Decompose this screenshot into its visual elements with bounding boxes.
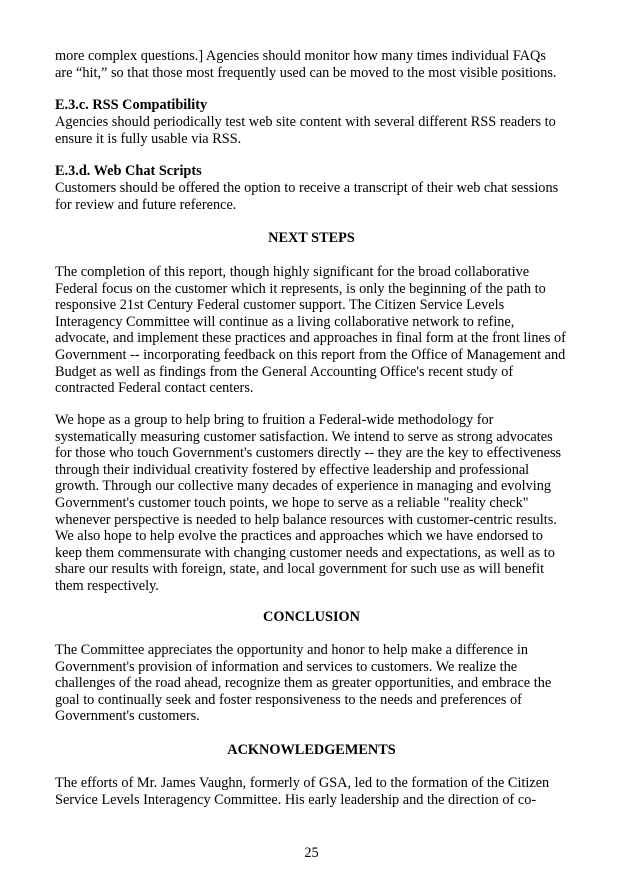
text-line: Agencies should periodically test web site content with several different RSS readers to: [55, 114, 556, 130]
text-line: Government -- incorporating feedback on this report from the Office of Management and: [55, 346, 566, 363]
text-line: challenges of the road ahead, recognize them as greater opportunities, and embrace the: [55, 675, 552, 692]
page-number: 25: [304, 845, 319, 861]
text-line: The Committee appreciates the opportunity and honor to help make a difference in: [55, 642, 528, 658]
text-line: Government's provision of information and services to customers. We realize the: [55, 658, 518, 675]
acknowledgements-paragraph: [55, 775, 615, 808]
text-line: Federal focus on the customer which it represents, is only the beginning of the path to: [55, 280, 546, 297]
heading-conclusion: CONCLUSION: [263, 609, 360, 625]
text-line: more complex questions.] Agencies should monitor how many times individual FAQs: [55, 48, 546, 64]
text-line: We also hope to help evolve the practices and approaches which we have endorsed to: [55, 528, 543, 545]
text-line: for those who touch Government's customers directly -- they are the key to effectiveness: [55, 445, 562, 462]
text-line: are “hit,” so that those most frequently used can be moved to the most visible positions.: [55, 64, 557, 81]
section-heading-web-chat: E.3.d. Web Chat Scripts: [55, 163, 202, 179]
text-line: share our results with foreign, state, and local government for such use as will benefit: [55, 561, 545, 578]
text-line: We hope as a group to help bring to fruition a Federal-wide methodology for: [55, 412, 494, 428]
text-line: for review and future reference.: [55, 196, 237, 213]
text-line: systematically measuring customer satisfaction. We intend to serve as strong advocates: [55, 428, 553, 445]
text-line: goal to continually seek and foster responsiveness to the needs and preferences of: [55, 691, 522, 708]
text-line: advocate, and implement these practices and approaches in final form at the front lines of: [55, 330, 566, 347]
text-line: responsive 21st Century Federal customer support. The Citizen Service Levels: [55, 297, 505, 314]
text-line: Budget as well as findings from the General Accounting Office's recent study of: [55, 363, 514, 380]
text-line: Interagency Committee will continue as a living collaborative network to refine,: [55, 313, 515, 330]
text-line: them respectively.: [55, 577, 159, 594]
heading-next-steps: NEXT STEPS: [268, 230, 355, 246]
text-line: The completion of this report, though highly significant for the broad collaborative: [55, 264, 530, 280]
conclusion-paragraph: [55, 642, 615, 725]
intro-paragraph: [55, 48, 615, 81]
text-line: Government's customer touch points, we hope to serve as a reliable "reality check": [55, 494, 529, 511]
text-line: keep them commensurate with changing customer needs and expectations, as well as to: [55, 544, 555, 561]
text-line: Service Levels Interagency Committee. His early leadership and the direction of co-: [55, 791, 537, 808]
web-chat-paragraph: [55, 180, 615, 213]
text-line: through their individual creativity fostered by effective leadership and professional: [55, 461, 530, 478]
text-line: whenever perspective is needed to help balance resources with customer-centric results.: [55, 511, 557, 528]
rss-paragraph: [55, 114, 615, 147]
next-steps-paragraph-1: [55, 264, 615, 397]
section-heading-rss: E.3.c. RSS Compatibility: [55, 97, 208, 113]
text-line: The efforts of Mr. James Vaughn, formerly of GSA, led to the formation of the Citizen: [55, 775, 550, 791]
heading-acknowledgements: ACKNOWLEDGEMENTS: [227, 742, 396, 758]
text-line: Customers should be offered the option to receive a transcript of their web chat sessions: [55, 180, 559, 196]
text-line: Government's customers.: [55, 708, 200, 725]
next-steps-paragraph-2: [55, 412, 615, 595]
text-line: ensure it is fully usable via RSS.: [55, 130, 242, 147]
text-line: growth. Through our collective many decades of experience in managing and evolving: [55, 478, 551, 495]
text-line: contracted Federal contact centers.: [55, 380, 254, 397]
